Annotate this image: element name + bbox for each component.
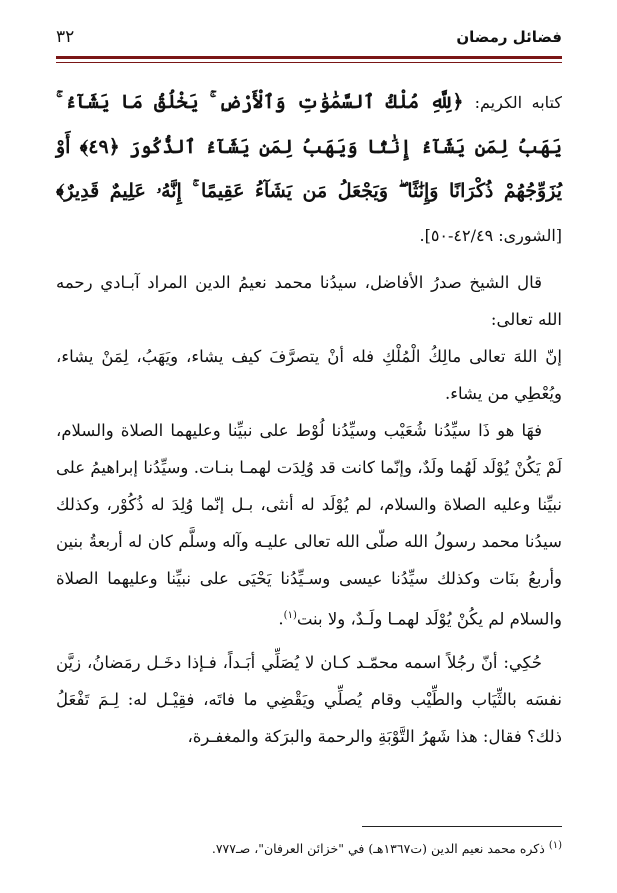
footnote-number: (١): [548, 840, 562, 851]
paragraph-prophets-text: فهَا هو ذَا سيِّدُنا شُعَيْب وسيِّدُنا لُوْط على نبيِّنا وعليهما الصلاة والسلام، لَمْ يَكُنْ يُوْلَد لَهُما ولَدٌ، وإنّما كانت قد وُلِدَت لهمـا بنـات. وسيِّدُنا إبراهيمُ على نبيِّنا وعليه الصلاة والسلام، لم يُوْلَد له أنثى، بـل إنّما وُلِدَ له ذُكُوْر، وكذلك سيدُنا محمد رسولُ الله صلّى الله تعالى عليـه وآله وسلَّم كان له أربعةُ بنين وأربعُ بنَات وكذلك سيِّدُنا عيسى وسـيِّدُنا يَحْيَى على نبيِّنا وعليهما الصلاة والسلام لم يكُنْ يُوْلَد لهمـا ولَـدٌ، ولا بنت: [56, 421, 562, 629]
running-title: فضائل رمضان: [456, 28, 562, 46]
header-rule-thin: [56, 62, 562, 63]
header-rule-thick: [56, 56, 562, 59]
page-number: ٣٢: [56, 27, 75, 47]
verse-text: ﴿لِلَّهِ مُلْكُ ٱلسَّمَٰوَٰتِ وَٱلْأَرْضِ ۚ يَخْلُقُ مَا يَشَآءُ ۚ يَهَبُ لِمَن يَشَآءُ إِنَٰثًا وَيَهَبُ لِمَن يَشَآءُ ٱلذُّكُورَ ﴿٤٩﴾ أَوْ يُزَوِّجُهُمْ ذُكْرَانًا وَإِنَٰثًا ۖ وَيَجْعَلُ مَن يَشَآءُ عَقِيمًا ۚ إِنَّهُۥ عَلِيمٌ قَدِيرٌ﴾: [56, 91, 562, 202]
quran-verse-block: [56, 80, 562, 258]
verse-intro: كتابه الكريم:: [474, 93, 562, 112]
footnote-marker: (١): [283, 610, 297, 621]
verse-reference: [الشورى: ٤٢/٤٩-٥٠].: [419, 226, 562, 245]
page-body: [56, 80, 562, 755]
paragraph-prophets: فهَا هو ذَا سيِّدُنا شُعَيْب وسيِّدُنا لُوْط على نبيِّنا وعليهما الصلاة والسلام، لَمْ يَكُنْ يُوْلَد لَهُما ولَدٌ، وإنّما كانت قد وُلِدَت لهمـا بنـات. وسيِّدُنا إبراهيمُ على نبيِّنا وعليه الصلاة والسلام، لم يُوْلَد له أنثى، بـل إنّما وُلِدَ له ذُكُوْر، وكذلك سيدُنا محمد رسولُ الله صلّى الله تعالى عليـه وآله وسلَّم كان له أربعةُ بنين وأربعُ بنَات وكذلك سيِّدُنا عيسى وسـيِّدُنا يَحْيَى على نبيِّنا وعليهما الصلاة والسلام لم يكُنْ يُوْلَد لهمـا ولَـدٌ، ولا بنت$^{(١)}$.: [56, 421, 562, 629]
paragraph-allah-owner: إنّ اللهَ تعالى مالِكُ الْمُلْكِ فله أنْ يتصرَّفَ كيف يشاء، ويَهَبُ، لِمَنْ يشاء، ويُعْطِي من يشاء.: [56, 347, 562, 403]
footnote-text: ذكره محمد نعيم الدين (ت١٣٦٧هـ) في "خزائن العرفان"، صـ٧٧٧.: [211, 841, 545, 857]
paragraph-sadr: قال الشيخ صدرُ الأفاضل، سيدُنا محمد نعيمُ الدين المراد آبـادي رحمه الله تعالى:: [56, 273, 562, 329]
footnote-separator: [362, 826, 562, 827]
paragraph-story: حُكِي: أنّ رجُلاً اسمه محمّـد كـان لا يُصَلِّي أبَـداً، فـإذا دخَـل رمَضانُ، زيَّن نفسَه بالثِّيَاب والطِّيْب وقام يُصلِّي ويَقْضِي ما فاتَه، فقِيْـل له: لِـمَ تَفْعَلُ ذلك؟ فقال: هذا شَهرُ التَّوْبَةِ والرحمة والبرَكة والمغفـرة،: [56, 652, 562, 746]
running-header: [56, 24, 562, 50]
footnote: [56, 836, 562, 859]
